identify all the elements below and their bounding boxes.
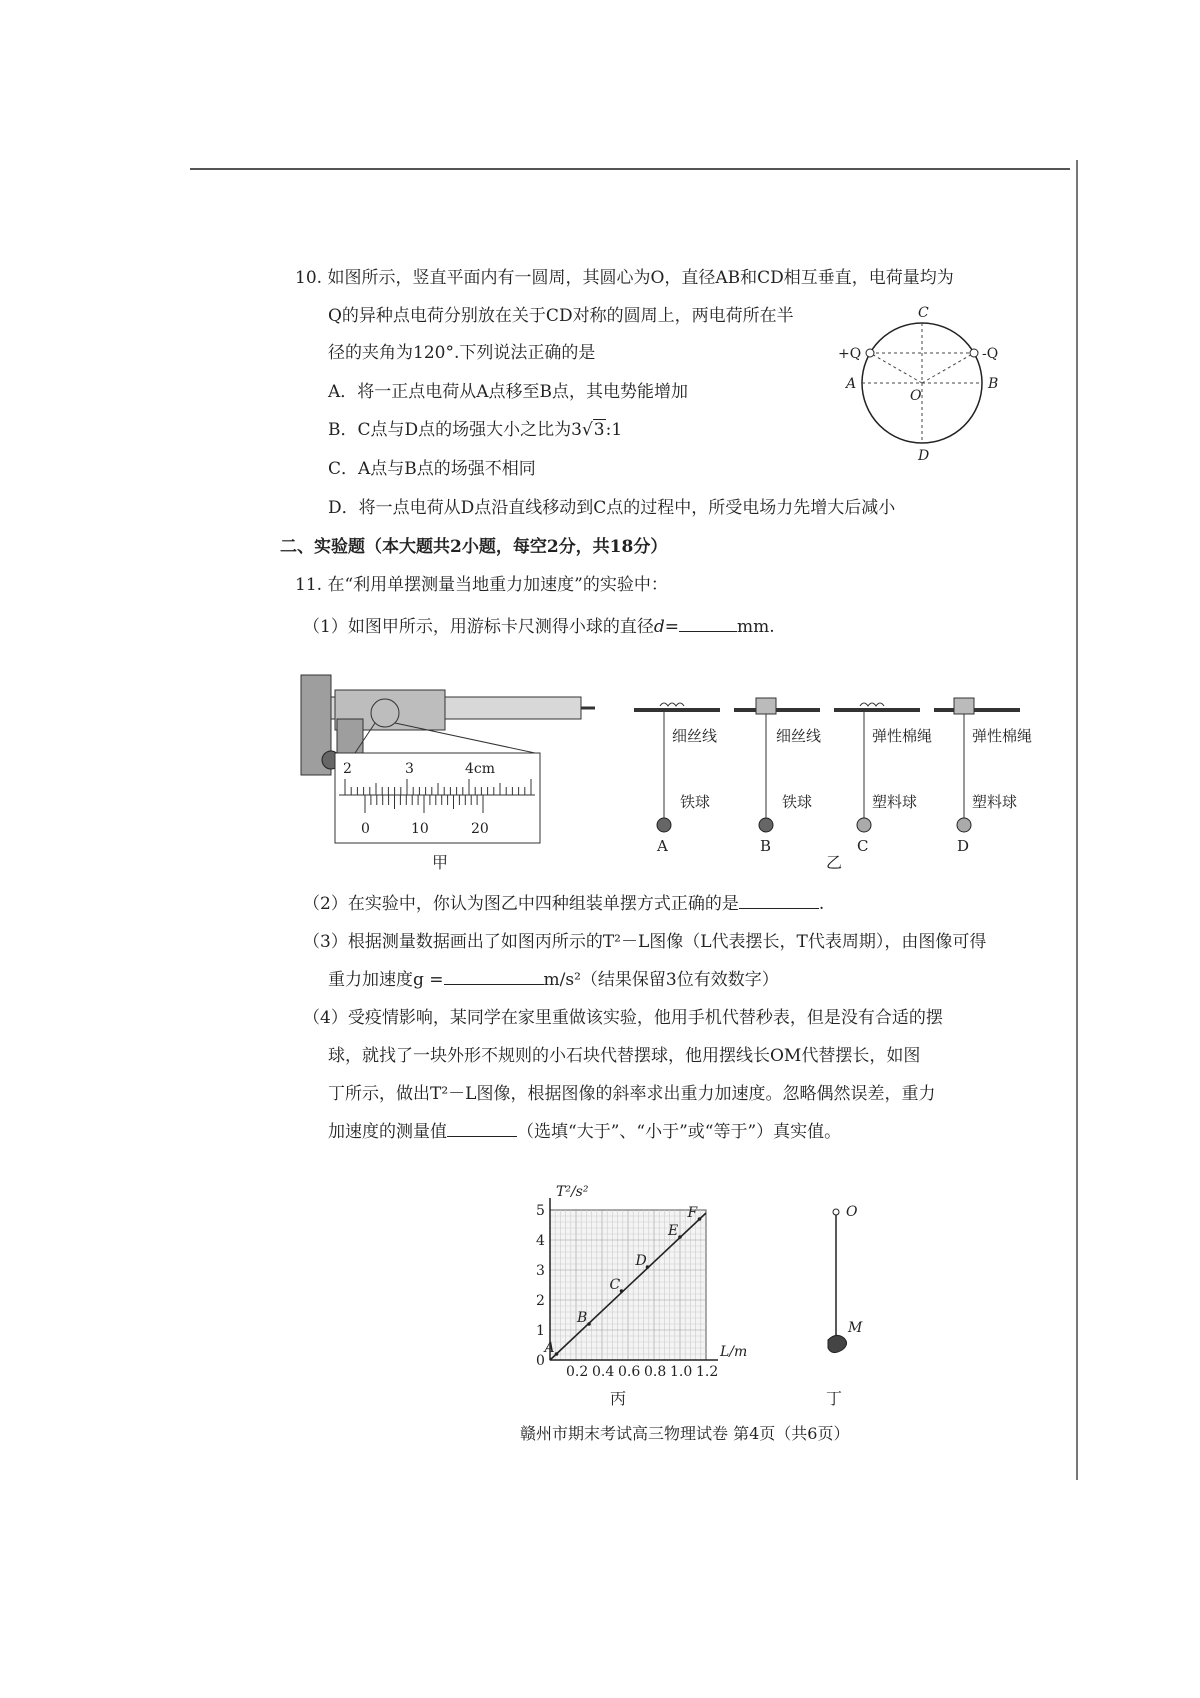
label-o: O — [910, 388, 922, 404]
vernier-tick-10: 10 — [411, 821, 429, 837]
y-tick-label: 4 — [536, 1233, 545, 1249]
main-tick-3: 3 — [405, 761, 414, 777]
q10-option-b-ratio: :1 — [605, 420, 623, 440]
y-tick-label: 0 — [536, 1353, 545, 1369]
sqrt-symbol: √3 — [581, 420, 605, 440]
label-c: C — [918, 305, 929, 321]
y-tick-label: 1 — [536, 1323, 545, 1339]
main-tick-4cm: 4cm — [465, 761, 496, 777]
q10-line2: Q的异种点电荷分别放在关于CD对称的圆周上，两电荷所在半 — [328, 306, 794, 326]
ball-c — [857, 818, 871, 832]
data-point — [620, 1289, 624, 1293]
q11-part1-unit: mm. — [736, 617, 775, 637]
y-tick-label: 3 — [536, 1263, 545, 1279]
data-point-label: D — [635, 1253, 647, 1269]
pendulum-setups-figure — [630, 690, 1050, 860]
x-tick-label: 0.2 — [566, 1364, 589, 1380]
data-point-label: E — [668, 1223, 679, 1239]
q11-intro: 11. 在“利用单摆测量当地重力加速度”的实验中： — [295, 575, 668, 595]
q11-part4-line2: 球，就找了一块外形不规则的小石块代替摆球，他用摆线长OM代替摆长，如图 — [328, 1046, 921, 1066]
y-tick-label: 2 — [536, 1293, 545, 1309]
data-point — [678, 1235, 682, 1239]
q11-part4-text: 加速度的测量值 — [328, 1122, 447, 1142]
chart-y-label: T²/s² — [556, 1184, 589, 1200]
pendulum-c-ball: 塑料球 — [872, 793, 918, 811]
magnify-line-right — [395, 723, 535, 753]
vernier-tick-0: 0 — [361, 821, 370, 837]
q11-part4-line1: （4）受疫情影响，某同学在家里重做该实验，他用手机代替秒表，但是没有合适的摆 — [303, 1008, 943, 1028]
pendulum-d-string: 弹性棉绳 — [972, 727, 1033, 745]
x-tick-label: 1.0 — [670, 1364, 693, 1380]
pendulum-a-string: 细丝线 — [672, 727, 718, 745]
data-point — [587, 1322, 591, 1326]
q11-part2 — [303, 892, 824, 916]
q11-part4-post: （选填“大于”、“小于”或“等于”）真实值。 — [517, 1122, 842, 1142]
caption-jia: 甲 — [432, 853, 449, 872]
pendulum-c-letter: C — [857, 837, 869, 855]
q11-part1-text: （1）如图甲所示，用游标卡尺测得小球的直径 — [303, 617, 654, 637]
caption-ding: 丁 — [826, 1389, 843, 1408]
q11-part3-unit: m/s²（结果保留3位有效数字） — [543, 970, 779, 990]
q10-option-a: A．将一正点电荷从A点移至B点，其电势能增加 — [328, 382, 689, 402]
x-tick-label: 0.6 — [618, 1364, 641, 1380]
x-tick-label: 1.2 — [696, 1364, 719, 1380]
pendulum-b-ball: 铁球 — [782, 793, 813, 811]
x-tick-label: 0.8 — [644, 1364, 667, 1380]
q11-part4-line3: 丁所示，做出T²－L图像，根据图像的斜率求出重力加速度。忽略偶然误差，重力 — [328, 1084, 936, 1104]
q10-option-c: C．A点与B点的场强不相同 — [328, 459, 536, 479]
data-point-label: B — [577, 1310, 588, 1326]
q11-part3-line1: （3）根据测量数据画出了如图丙所示的T²－L图像（L代表摆长，T代表周期），由图像可得 — [303, 932, 987, 952]
answer-blank-g[interactable] — [444, 968, 544, 985]
pendulum-b-string: 细丝线 — [776, 727, 822, 745]
clamp-b — [756, 698, 776, 714]
q10-circle-figure — [840, 300, 1020, 470]
plus-q-charge — [866, 349, 874, 357]
section-title: 二、实验题（本大题共2小题，每空2分，共18分） — [280, 537, 668, 557]
y-tick-label: 5 — [536, 1203, 545, 1219]
clamp-d — [954, 698, 974, 714]
sqrt-radicand: 3 — [593, 420, 605, 440]
label-o-ding: O — [846, 1204, 858, 1220]
radius-to-minus-q — [922, 353, 974, 383]
label-m-ding: M — [848, 1320, 863, 1336]
caption-bing: 丙 — [610, 1389, 627, 1408]
scan-edge-top — [190, 168, 1070, 170]
data-point-label: A — [544, 1340, 555, 1356]
ball-a — [657, 818, 671, 832]
pendulum-d-letter: D — [957, 837, 970, 855]
label-plus-q: +Q — [838, 346, 862, 362]
vernier-tick-20: 20 — [471, 821, 489, 837]
q11-part1 — [303, 615, 775, 639]
wound-string-a — [660, 703, 684, 706]
irregular-stone-pendulum-figure — [818, 1200, 878, 1370]
answer-blank-compare[interactable] — [447, 1120, 517, 1137]
q10-option-d: D．将一点电荷从D点沿直线移动到C点的过程中，所受电场力先增大后减小 — [328, 498, 896, 518]
page-footer: 赣州市期末考试高三物理试卷 第4页（共6页） — [520, 1424, 850, 1443]
wound-string-c — [860, 703, 884, 706]
q11-part2-text: （2）在实验中，你认为图乙中四种组装单摆方式正确的是 — [303, 894, 739, 914]
x-tick-label: 0.4 — [592, 1364, 615, 1380]
q11-part3-text: 重力加速度g = — [328, 970, 444, 990]
var-d: d — [653, 617, 665, 637]
pendulum-a-ball: 铁球 — [680, 793, 711, 811]
radius-to-plus-q — [870, 353, 922, 383]
pendulum-c-string: 弹性棉绳 — [872, 727, 933, 745]
data-point-label: F — [687, 1205, 698, 1221]
data-point-label: C — [609, 1277, 621, 1293]
answer-blank-d[interactable] — [679, 615, 737, 632]
q11-part4-line4 — [328, 1120, 841, 1144]
main-tick-2: 2 — [343, 761, 352, 777]
answer-blank-setup[interactable] — [739, 892, 819, 909]
q10-option-b — [328, 418, 622, 442]
q10-option-b-text: B．C点与D点的场强大小之比为3 — [328, 420, 582, 440]
ball-b — [759, 818, 773, 832]
q11-part2-end: . — [818, 894, 825, 914]
stone-m — [828, 1335, 847, 1352]
t2-l-graph — [520, 1170, 780, 1390]
data-point — [698, 1217, 702, 1221]
chart-x-label: L/m — [720, 1344, 748, 1360]
label-d: D — [918, 448, 930, 464]
minus-q-charge — [970, 349, 978, 357]
scan-edge-right — [1076, 160, 1078, 1480]
label-minus-q: -Q — [982, 346, 999, 362]
q11-part3-line2 — [328, 968, 779, 992]
label-a: A — [846, 376, 857, 392]
q10-line1: 10. 如图所示，竖直平面内有一圆周，其圆心为O，直径AB和CD相互垂直，电荷量均为 — [295, 268, 954, 288]
data-point — [555, 1352, 559, 1356]
ball-d — [957, 818, 971, 832]
caption-yi: 乙 — [826, 853, 843, 872]
pendulum-b-letter: B — [760, 837, 772, 855]
q11-part1-eq: = — [664, 617, 679, 637]
vernier-caliper-figure — [295, 655, 595, 855]
q10-line3: 径的夹角为120°.下列说法正确的是 — [328, 343, 596, 363]
pendulum-a-letter: A — [657, 837, 668, 855]
pendulum-d-ball: 塑料球 — [972, 793, 1018, 811]
pivot-o — [833, 1209, 839, 1215]
label-b: B — [988, 376, 999, 392]
